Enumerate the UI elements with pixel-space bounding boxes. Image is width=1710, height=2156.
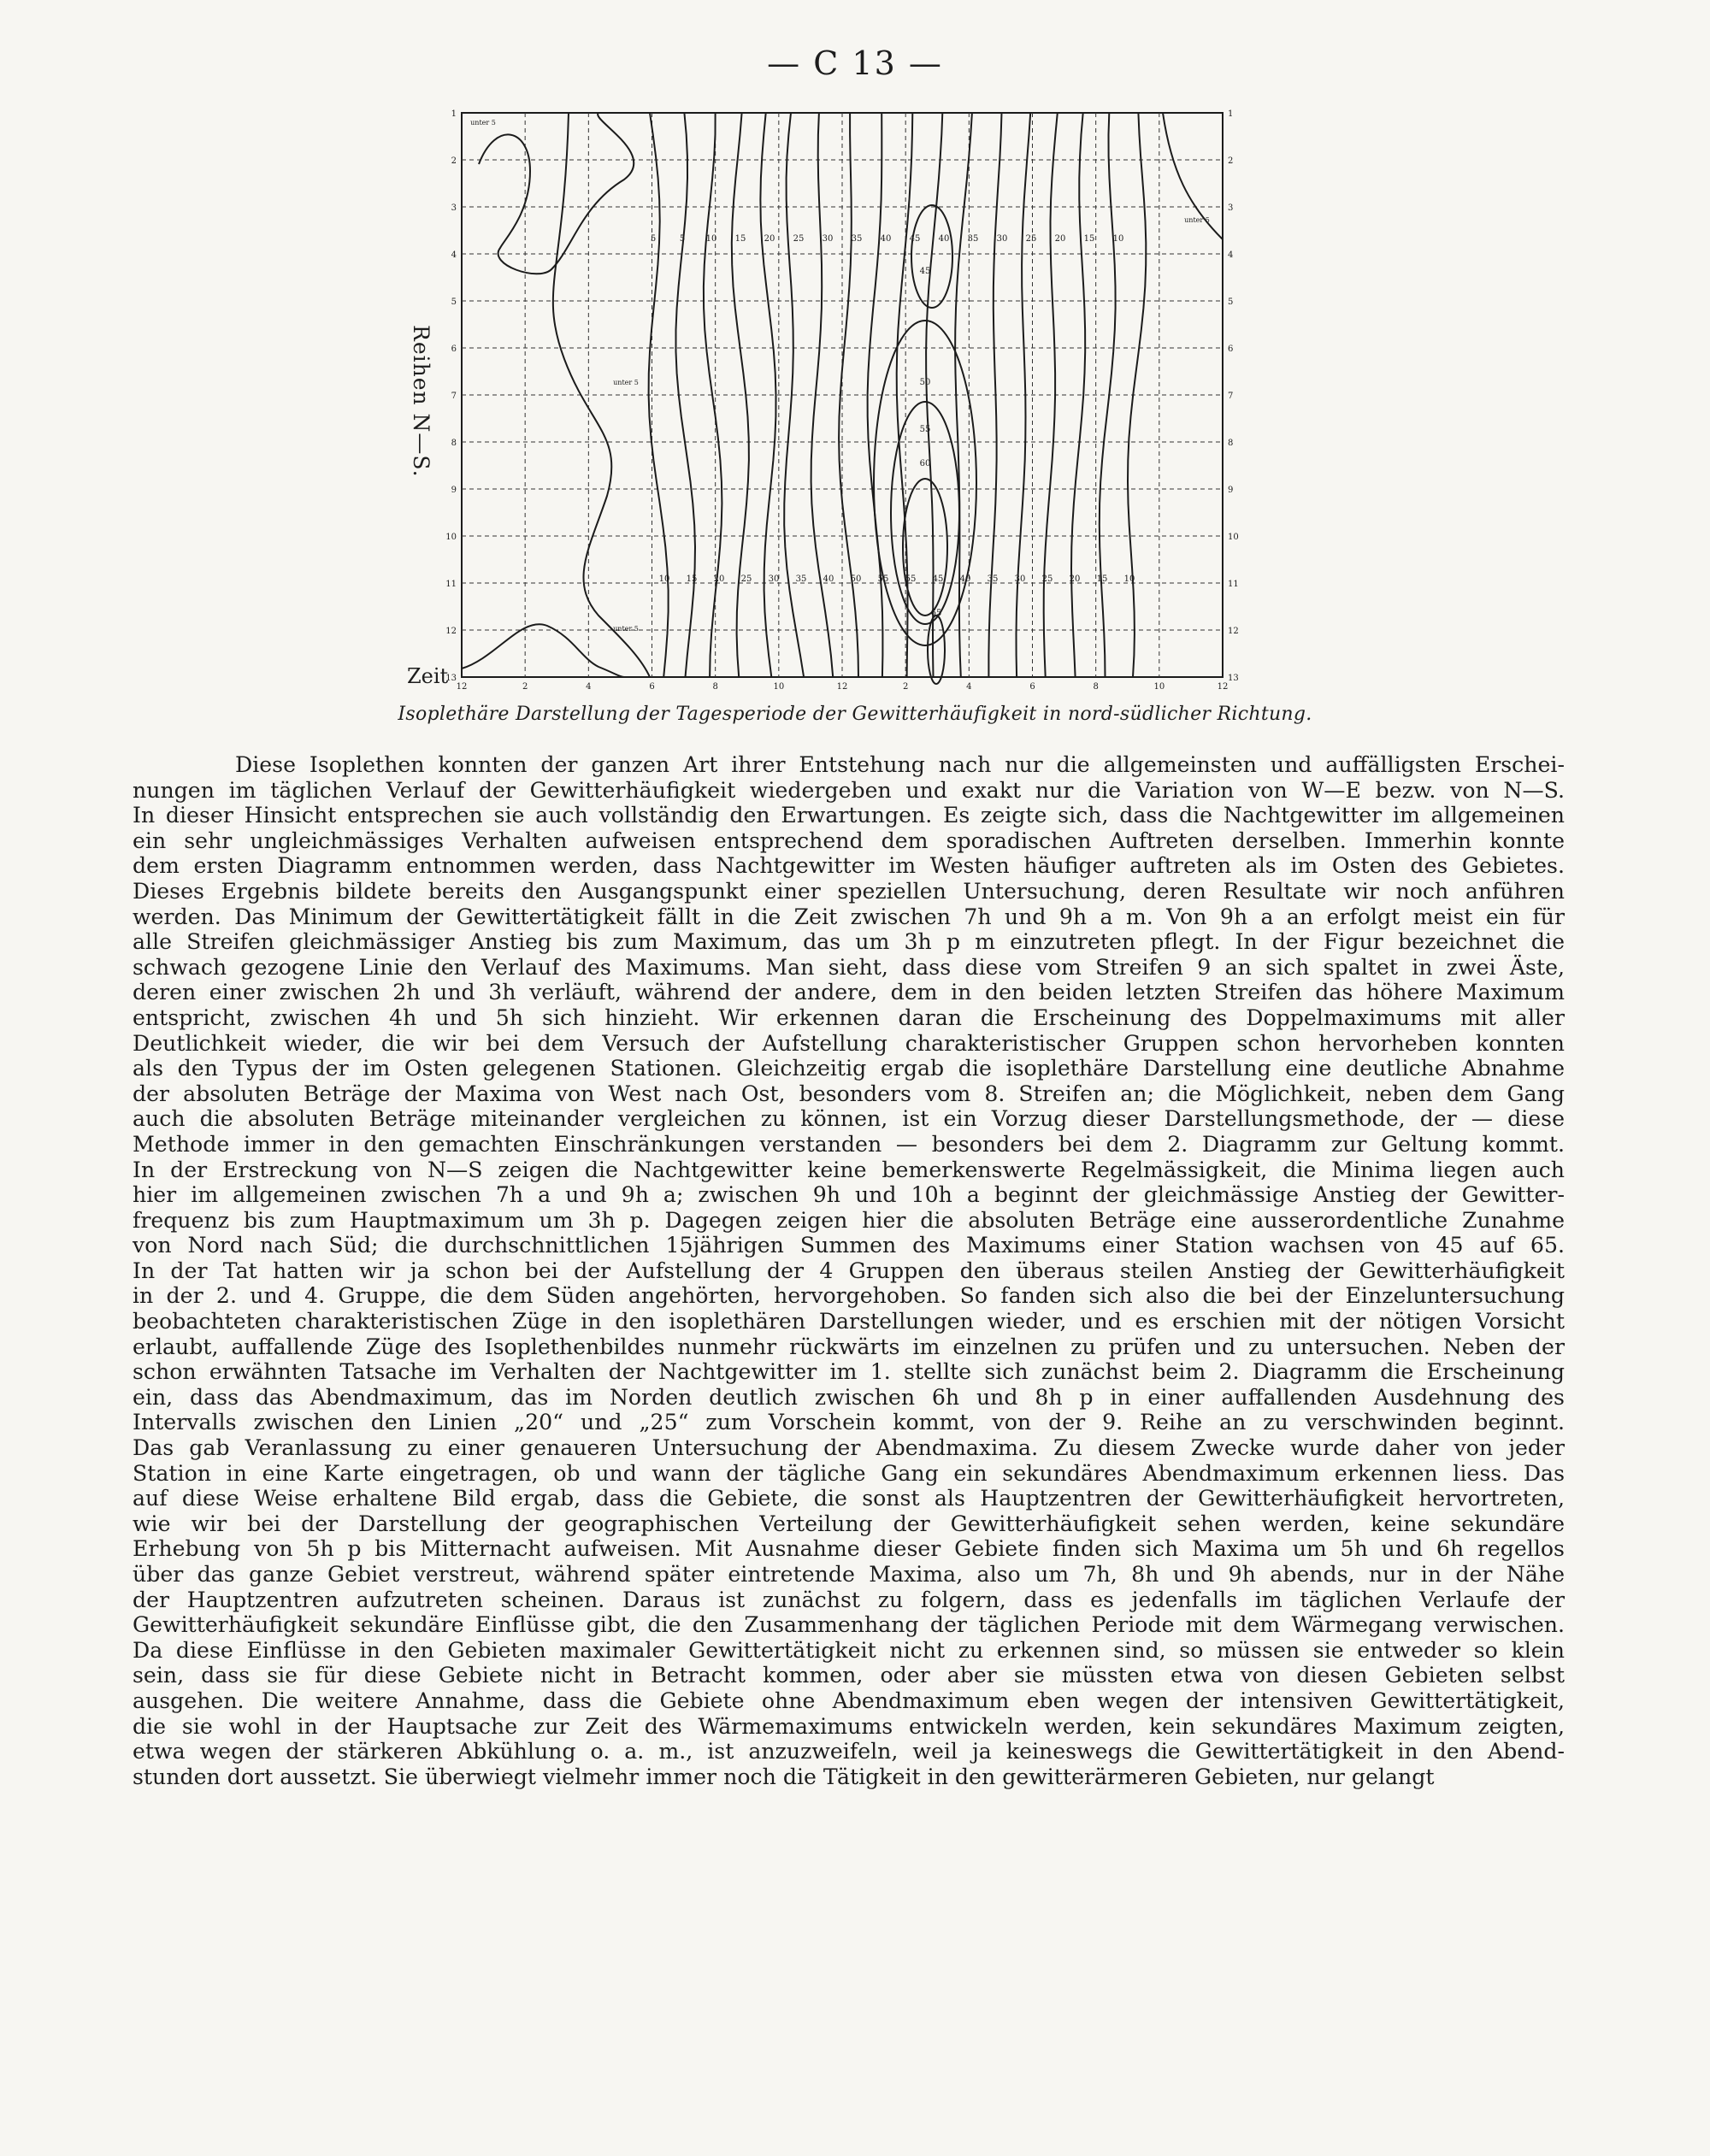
contour-label-upper: 15 <box>1083 234 1095 244</box>
contour-label-upper: 5 <box>650 234 657 244</box>
row-label-right: 8 <box>1228 439 1234 448</box>
contour-label-lower: 55 <box>905 574 917 584</box>
contour-label-upper: 10 <box>705 234 717 244</box>
peak-label: 65 <box>930 609 942 618</box>
hour-label: 12 <box>1217 682 1229 692</box>
text-line: Diese Isoplethen konnten der ganzen Art ihrer Entstehung nach nur die allgemeinsten und auffälligsten Erschei- <box>235 752 1565 777</box>
text-line: Dieses Ergebnis bildete bereits den Ausgangspunkt einer speziellen Untersuchung, deren Resultate wir noch anführen <box>133 878 1565 904</box>
isopleth-line <box>1128 113 1146 677</box>
hour-label: 10 <box>1153 682 1165 692</box>
contour-label-lower: 25 <box>1041 574 1053 584</box>
region-label-unter-5: unter 5 <box>613 379 639 386</box>
peak-label: 55 <box>919 425 931 434</box>
row-label-left: 6 <box>451 345 457 354</box>
body-text <box>133 752 1565 1789</box>
contour-label-upper: 5 <box>679 234 686 244</box>
contour-label-upper: 40 <box>938 234 950 244</box>
row-label-left: 10 <box>445 533 457 542</box>
isopleth-plot <box>402 103 1257 718</box>
contour-label-upper: 40 <box>880 234 892 244</box>
region-label-unter-5: unter 5 <box>1184 216 1210 224</box>
region-label-unter-5: unter 5 <box>470 119 496 127</box>
text-line: sein, dass sie für diese Gebiete nicht in Betracht kommen, oder aber sie müssten etwa von diesen Gebieten selbst <box>133 1663 1565 1688</box>
row-label-right: 3 <box>1228 203 1234 213</box>
peak-loop-60 <box>903 479 947 616</box>
hour-label: 2 <box>902 682 909 692</box>
contour-label-upper: 25 <box>793 234 805 244</box>
text-line: erlaubt, auffallende Züge des Isoplethenbildes nunmehr rückwärts im einzelnen zu prüfen und zu untersuchen. Neben der <box>133 1334 1565 1359</box>
contour-label-lower: 40 <box>959 574 971 584</box>
isopleth-line <box>988 113 1001 677</box>
contour-label-upper: 15 <box>734 234 746 244</box>
contour-label-lower: 30 <box>1014 574 1026 584</box>
text-line: Station in eine Karte eingetragen, ob und wann der tägliche Gang ein sekundäres Abendmaximum erkennen liess. Das <box>133 1460 1565 1486</box>
text-line: Deutlichkeit wieder, die wir bei dem Versuch der Aufstellung charakteristischer Gruppen schon hervorheben konnten <box>133 1030 1565 1056</box>
peak-label: 50 <box>919 378 931 387</box>
contour-label-upper: 10 <box>1112 234 1124 244</box>
row-label-right: 7 <box>1228 392 1234 401</box>
text-line: frequenz bis zum Hauptmaximum um 3h p. Dagegen zeigen hier die absoluten Beträge eine ausserordentliche Zunahme <box>133 1207 1565 1233</box>
text-line: stunden dort aussetzt. Sie überwiegt vielmehr immer noch die Tätigkeit in den gewitterärmeren Gebieten, nur gelangt <box>133 1764 1435 1789</box>
text-line: In dieser Hinsicht entsprechen sie auch vollständig den Erwartungen. Es zeigte sich, dass die Nachtgewitter im allgemeinen <box>133 803 1565 828</box>
text-line: von Nord nach Süd; die durchschnittlichen 15jährigen Summen des Maximums einer Station wachsen von 45 auf 65. <box>133 1233 1565 1258</box>
hour-label: 8 <box>1093 682 1099 692</box>
row-label-left: 3 <box>451 203 457 213</box>
row-label-left: 8 <box>451 439 457 448</box>
text-line: entspricht, zwischen 4h und 5h sich hinzieht. Wir erkennen daran die Erscheinung des Doppelmaximums mit aller <box>133 1004 1565 1030</box>
contour-label-lower: 25 <box>740 574 752 584</box>
text-line: wie wir bei der Darstellung der geographischen Verteilung der Gewitterhäufigkeit sehen werden, keine sekundäre <box>133 1511 1565 1536</box>
peak-label: 60 <box>919 459 931 468</box>
text-line: In der Erstreckung von N—S zeigen die Nachtgewitter keine bemerkenswerte Regelmässigkeit, die Minima liegen auch <box>133 1157 1565 1182</box>
hour-label: 4 <box>966 682 972 692</box>
peak-label: 45 <box>919 267 931 276</box>
contour-label-upper: 45 <box>909 234 921 244</box>
row-label-left: 9 <box>451 486 457 495</box>
contour-label-upper: 35 <box>851 234 863 244</box>
text-line: werden. Das Minimum der Gewittertätigkeit fällt in die Zeit zwischen 7h und 9h a m. Von 9h a an erfolgt meist ein für <box>133 904 1565 929</box>
contour-label-lower: 55 <box>877 574 889 584</box>
text-line: auch die absoluten Beträge miteinander vergleichen zu können, ist ein Vorzug dieser Darstellungsmethode, der — diese <box>133 1106 1565 1132</box>
row-label-left: 1 <box>451 109 457 119</box>
contour-label-lower: 45 <box>932 574 944 584</box>
text-line: dem ersten Diagramm entnommen werden, dass Nachtgewitter im Westen häufiger auftreten als im Osten des Gebietes. <box>133 853 1565 879</box>
contour-label-lower: 35 <box>795 574 807 584</box>
hour-label: 6 <box>1029 682 1035 692</box>
row-label-right: 6 <box>1228 345 1234 354</box>
contour-label-lower: 10 <box>1123 574 1135 584</box>
page-number: — C 13 — <box>767 44 943 82</box>
y-axis-title: Reihen N—S. <box>409 325 433 478</box>
text-line: beobachteten charakteristischen Züge in den isoplethären Darstellungen wieder, und es erschien mit der nötigen Vorsicht <box>133 1309 1565 1334</box>
contour-label-lower: 50 <box>850 574 862 584</box>
text-line: auf diese Weise erhaltene Bild ergab, dass die Gebiete, die sonst als Hauptzentren der Gewitterhäufigkeit hervortreten, <box>133 1486 1565 1511</box>
text-line: in der 2. und 4. Gruppe, die dem Süden angehörten, hervorgehoben. So fanden sich also die bei der Einzeluntersuchung <box>133 1283 1565 1309</box>
text-line: hier im allgemeinen zwischen 7h a und 9h a; zwischen 9h und 10h a beginnt der gleichmässige Anstieg der Gewitter- <box>133 1182 1565 1208</box>
isopleth-line-5-left <box>479 113 634 274</box>
text-line: Da diese Einflüsse in den Gebieten maximaler Gewittertätigkeit nicht zu erkennen sind, so müssen sie entweder so klein <box>133 1637 1565 1663</box>
contour-label-lower: 20 <box>713 574 725 584</box>
text-line: deren einer zwischen 2h und 3h verläuft, während der andere, dem in den beiden letzten Streifen das höhere Maximum <box>133 980 1565 1005</box>
hour-label: 4 <box>586 682 592 692</box>
text-line: der Hauptzentren aufzutreten scheinen. Daraus ist zunächst zu folgern, dass es jedenfalls im täglichen Verlaufe der <box>133 1587 1565 1612</box>
text-line: Methode immer in den gemachten Einschränkungen verstanden — besonders bei dem 2. Diagramm zur Geltung kommt. <box>133 1131 1565 1157</box>
peak-loop-55 <box>891 402 959 624</box>
contour-label-lower: 20 <box>1069 574 1081 584</box>
text-line: der absoluten Beträge der Maxima von West nach Ost, besonders vom 8. Streifen an; die Möglichkeit, neben dem Gang <box>133 1081 1565 1106</box>
contour-label-upper: 35 <box>967 234 979 244</box>
row-label-right: 10 <box>1228 533 1239 542</box>
hour-label: 2 <box>522 682 528 692</box>
hour-label: 6 <box>649 682 655 692</box>
text-line: ein, dass das Abendmaximum, das im Norden deutlich zwischen 6h und 8h p in einer auffallenden Ausdehnung des <box>133 1384 1565 1410</box>
text-line: Erhebung von 5h p bis Mitternacht aufweisen. Mit Ausnahme dieser Gebiete finden sich Maxima um 5h und 6h regellos <box>133 1536 1565 1562</box>
contour-label-lower: 15 <box>1096 574 1108 584</box>
contour-label-lower: 10 <box>658 574 670 584</box>
row-label-left: 4 <box>451 250 457 260</box>
figure-caption: Isoplethäre Darstellung der Tagesperiode der Gewitterhäufigkeit in nord-südlicher Richtung. <box>398 704 1312 725</box>
text-line: In der Tat hatten wir ja schon bei der Aufstellung der 4 Gruppen den überaus steilen Anstieg der Gewitterhäufigkeit <box>133 1258 1565 1283</box>
region-label-unter-5: unter 5 <box>613 625 639 633</box>
row-label-left: 11 <box>445 580 457 589</box>
contour-label-upper: 30 <box>996 234 1008 244</box>
text-line: schwach gezogene Linie den Verlauf des Maximums. Man sieht, dass diese vom Streifen 9 an sich spaltet in zwei Äste, <box>133 954 1565 980</box>
x-axis-title: Zeit <box>407 664 449 688</box>
contour-label-upper: 20 <box>764 234 775 244</box>
peak-loop-65 <box>928 616 945 684</box>
row-label-left: 7 <box>451 392 457 401</box>
text-line: die sie wohl in der Hauptsache zur Zeit des Wärmemaximums entwickeln werden, kein sekundäres Maximum zeigten, <box>133 1713 1565 1739</box>
row-label-right: 13 <box>1228 674 1239 683</box>
row-label-left: 2 <box>451 156 457 166</box>
text-line: etwa wegen der stärkeren Abkühlung o. a. m., ist anzuzweifeln, weil ja keineswegs die Gewittertätigkeit in den Abend- <box>133 1739 1565 1764</box>
text-line: ausgehen. Die weitere Annahme, dass die Gebiete ohne Abendmaximum eben wegen der intensiven Gewittertätigkeit, <box>133 1688 1565 1713</box>
isopleth-line <box>811 113 834 677</box>
row-label-right: 11 <box>1228 580 1239 589</box>
row-label-right: 12 <box>1228 627 1239 636</box>
text-line: schon erwähnten Tatsache im Verhalten der Nachtgewitter im 1. stellte sich zunächst beim 2. Diagramm die Erscheinung <box>133 1359 1565 1385</box>
text-line: als den Typus der im Osten gelegenen Stationen. Gleichzeitig ergab die isoplethäre Darstellung eine deutliche Abnahme <box>133 1056 1565 1081</box>
row-label-right: 9 <box>1228 486 1234 495</box>
contour-label-upper: 25 <box>1025 234 1037 244</box>
row-label-left: 12 <box>445 627 457 636</box>
hour-label: 8 <box>712 682 718 692</box>
text-line: ein sehr ungleichmässiges Verhalten aufweisen entsprechend dem sporadischen Auftreten derselben. Immerhin konnte <box>133 828 1565 853</box>
hour-label: 12 <box>456 682 468 692</box>
text-line: Das gab Veranlassung zu einer genaueren Untersuchung der Abendmaxima. Zu diesem Zwecke wurde daher von jeder <box>133 1435 1565 1461</box>
row-label-left: 13 <box>445 674 457 683</box>
contour-label-lower: 40 <box>823 574 834 584</box>
row-label-right: 1 <box>1228 109 1234 119</box>
text-line: nungen im täglichen Verlauf der Gewitterhäufigkeit wiedergeben und exakt nur die Variation von W—E bezw. von N—S. <box>133 777 1565 803</box>
text-line: über das ganze Gebiet verstreut, während später eintretende Maxima, also um 7h, 8h und 9h abends, nur in der Nähe <box>133 1562 1565 1587</box>
text-line: Intervalls zwischen den Linien „20“ und „25“ zum Vorschein kommt, von der 9. Reihe an zu verschwinden beginnt. <box>133 1410 1565 1435</box>
peak-loop-50 <box>874 321 976 645</box>
row-label-right: 4 <box>1228 250 1234 260</box>
contour-label-lower: 30 <box>768 574 780 584</box>
isopleth-line-bottom-left <box>462 624 624 677</box>
hour-label: 10 <box>773 682 785 692</box>
contour-label-lower: 35 <box>987 574 999 584</box>
row-label-right: 5 <box>1228 297 1234 307</box>
text-line: alle Streifen gleichmässiger Anstieg bis zum Maximum, das um 3h p m einzutreten pflegt. In der Figur bezeichnet die <box>133 929 1565 955</box>
contour-label-upper: 30 <box>822 234 834 244</box>
contour-label-lower: 15 <box>686 574 698 584</box>
isopleth-diagram <box>402 103 1257 718</box>
hour-label: 12 <box>836 682 848 692</box>
text-line: Gewitterhäufigkeit sekundäre Einflüsse gibt, die den Zusammenhang der täglichen Periode mit dem Wärmegang verwischen. <box>133 1612 1565 1638</box>
row-label-left: 5 <box>451 297 457 307</box>
row-label-right: 2 <box>1228 156 1234 166</box>
contour-label-upper: 20 <box>1054 234 1066 244</box>
